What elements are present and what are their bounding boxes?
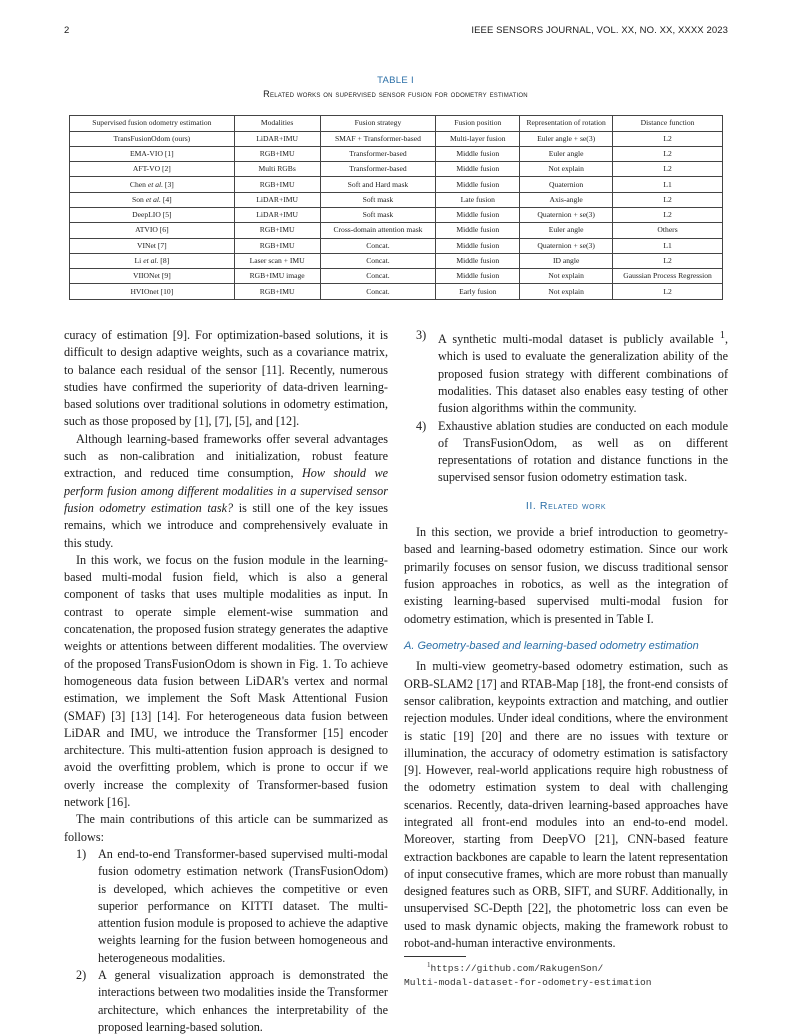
table-row: [70, 162, 723, 177]
table-cell-distance: L2: [613, 131, 723, 146]
table-cell-distance: Gaussian Process Regression: [613, 269, 723, 284]
list-text: A synthetic multi-modal dataset is publicly available: [438, 332, 720, 347]
table-cell-position: Middle fusion: [436, 269, 520, 284]
table-cell-position: Middle fusion: [436, 238, 520, 253]
column-header: Fusion position: [436, 116, 520, 132]
table-cell-modalities: Laser scan + IMU: [234, 253, 320, 268]
table-cell-strategy: Soft mask: [320, 192, 436, 207]
paragraph: In multi-view geometry-based odometry estimation, such as ORB-SLAM2 [17] and RTAB-Map [18], the front-end consists of sensor calibration, keypoints extraction and matching, and outlier rejection modules. Under ideal conditions, where the environment is static [19] [20] and there are no issues with texture or illumination, the accuracy of odometry estimation is satisfactory [9]. However, real-world applications require high robustness of the odometry estimation system to deal with challenging scenarios. Recently, data-driven learning-based approaches have integrated all front-end modules into an end-to-end model. Moreover, starting from DeepVO [21], CNN-based feature extraction backbones are capable to learn the latent representation of input consecutive frames, which are more robust than manually designed features such as ORB, SIFT, and SURF. Additionally, in unsupervised SC-Depth [22], the photometric loss can even be used to mask dynamic objects, making the framework robust to robot-and-human interactive environments.: [404, 659, 728, 951]
table-cell-position: Middle fusion: [436, 146, 520, 161]
table-row: [70, 177, 723, 192]
table-cell-distance: L2: [613, 253, 723, 268]
table-cell-modalities: LiDAR+IMU: [234, 131, 320, 146]
contributions-list-continued: [404, 327, 728, 487]
table-cell-method: VINet [7]: [70, 238, 235, 253]
table-cell-strategy: Concat.: [320, 253, 436, 268]
related-works-table: [69, 115, 723, 300]
table-cell-rotation: Not explain: [520, 284, 613, 299]
table-cell-rotation: Quaternion + se(3): [520, 207, 613, 222]
table-cell-distance: L2: [613, 207, 723, 222]
table-cell-position: Middle fusion: [436, 207, 520, 222]
table-cell-rotation: Axis-angle: [520, 192, 613, 207]
paragraph: In this section, we provide a brief introduction to geometry-based and learning-based odometry estimation. Since our work primarily focuses on sensor fusion, we discuss traditional sensor fusion approaches in robotics, as well as the integration of existing learning-based supervised multi-modal fusion for odometry estimation, which is presented in Table I.: [404, 525, 728, 626]
table-header-row: [70, 116, 723, 132]
table-cell-method: ATVIO [6]: [70, 223, 235, 238]
table-cell-strategy: Concat.: [320, 269, 436, 284]
table-cell-strategy: Transformer-based: [320, 162, 436, 177]
table-cell-position: Middle fusion: [436, 162, 520, 177]
table-cell-rotation: Not explain: [520, 162, 613, 177]
subsection-title: A. Geometry-based and learning-based odometry estimation: [404, 639, 699, 652]
table-cell-method: VIIONet [9]: [70, 269, 235, 284]
table-row: [70, 253, 723, 268]
table-cell-method: Li et al. [8]: [70, 253, 235, 268]
table-cell-position: Middle fusion: [436, 177, 520, 192]
table-cell-modalities: LiDAR+IMU: [234, 192, 320, 207]
table-cell-rotation: Euler angle: [520, 146, 613, 161]
table-cell-rotation: Quaternion: [520, 177, 613, 192]
paragraph-text: Although learning-based frameworks offer several advantages such as non-calibration and initialization, robust feature extraction, and reduced time consumption,: [64, 431, 388, 481]
table-row: [70, 192, 723, 207]
column-header: Modalities: [234, 116, 320, 132]
table-cell-modalities: RGB+IMU: [234, 146, 320, 161]
paragraph-text: is still one of the key issues remains, which we introduce and comprehensively evaluate in this study.: [64, 500, 388, 550]
table-cell-position: Middle fusion: [436, 223, 520, 238]
table-row: [70, 269, 723, 284]
contributions-list: [64, 846, 388, 1036]
paragraph: The main contributions of this article can be summarized as follows:: [64, 812, 388, 844]
table-cell-distance: L2: [613, 192, 723, 207]
table-cell-method: DeepLIO [5]: [70, 207, 235, 222]
list-item: [64, 846, 388, 967]
table-cell-distance: L2: [613, 146, 723, 161]
column-header: Supervised fusion odometry estimation: [70, 116, 235, 132]
list-item: [404, 418, 728, 487]
table-label: TABLE I: [377, 75, 414, 86]
table-cell-modalities: RGB+IMU: [234, 223, 320, 238]
table-cell-method: AFT-VO [2]: [70, 162, 235, 177]
list-text: , which is used to evaluate the generalization ability of the proposed fusion strategy with different combinations of modalities. This dataset also enables easy testing of other fusion algorithms within the community.: [438, 332, 728, 416]
list-number: 1): [76, 846, 87, 861]
right-column: [404, 327, 728, 989]
table-body: [70, 131, 723, 299]
table-cell-modalities: RGB+IMU: [234, 284, 320, 299]
column-header: Distance function: [613, 116, 723, 132]
et-al-italic: et al.: [145, 194, 161, 204]
left-column: [64, 327, 388, 1036]
paragraph: In this work, we focus on the fusion module in the learning-based multi-modal fusion field, which is also a general component of tasks that uses multiple modalities as input. In contrast to operate simple element-wise summation and concatenation, the proposed fusion strategy generates the adaptive weights or attentions between different modalities. The overview of the proposed TransFusionOdom is shown in Fig. 1. To achieve homogeneous data fusion between LiDAR's vertex and normal estimation, we implement the Soft Mask Attentional Fusion (SMAF) [3] [13] [14]. For heterogeneous data fusion between LiDAR and IMU, we introduce the Transformer [15] encoder architecture. This multi-attention fusion approach is designed to avoid the overfitting problem, which is prone to occur if we overly increase the complexity of Transformer-based fusion network [16].: [64, 552, 388, 810]
table-row: [70, 284, 723, 299]
table-cell-strategy: SMAF + Transformer-based: [320, 131, 436, 146]
page-number: 2: [64, 25, 70, 36]
table-cell-distance: L2: [613, 162, 723, 177]
table-cell-modalities: RGB+IMU: [234, 238, 320, 253]
footnote-url[interactable]: https://github.com/RakugenSon/: [430, 963, 604, 975]
table-cell-strategy: Concat.: [320, 284, 436, 299]
footnote-rule: [404, 956, 466, 957]
et-al-italic: et al.: [147, 179, 164, 189]
table-cell-rotation: Euler angle: [520, 223, 613, 238]
table-cell-strategy: Concat.: [320, 238, 436, 253]
et-al-italic: et al.: [143, 256, 159, 266]
table-cell-strategy: Cross-domain attention mask: [320, 223, 436, 238]
list-number: 4): [416, 418, 427, 433]
table-row: [70, 207, 723, 222]
table-cell-modalities: RGB+IMU: [234, 177, 320, 192]
table-row: [70, 146, 723, 161]
footnote-ref: 1: [719, 330, 725, 341]
table-cell-strategy: Soft mask: [320, 207, 436, 222]
list-item: [404, 327, 728, 418]
list-number: 3): [416, 328, 427, 342]
table-cell-distance: L2: [613, 284, 723, 299]
table-cell-method: EMA-VIO [1]: [70, 146, 235, 161]
list-text: A general visualization approach is demonstrated the interactions between two modalities inside the Transformer architecture, which enhances the interpretability of the proposed learning-based solution.: [98, 967, 388, 1034]
list-item: [64, 967, 388, 1036]
table-cell-modalities: LiDAR+IMU: [234, 207, 320, 222]
table-cell-distance: L1: [613, 238, 723, 253]
column-header: Representation of rotation: [520, 116, 613, 132]
research-question: How should we perform fusion among different modalities in a supervised sensor fusion odometry estimation task?: [64, 466, 388, 515]
section-title: II. Related work: [525, 499, 607, 512]
paragraph: curacy of estimation [9]. For optimization-based solutions, it is difficult to design adaptive weights, such as a covariance matrix, to balance each residual of the sensor [11]. Recently, numerous studies have confirmed the superiority of data-driven learning-based solutions over traditional solutions in odometry estimation, such as those proposed by [1], [7], [5], and [12].: [64, 328, 388, 429]
footnote: [404, 959, 728, 988]
column-header: Fusion strategy: [320, 116, 436, 132]
table-cell-method: TransFusionOdom (ours): [70, 131, 235, 146]
table-cell-method: HVIOnet [10]: [70, 284, 235, 299]
list-text: Exhaustive ablation studies are conducted on each module of TransFusionOdom, as well as on different representations of rotation and distance functions in the supervised sensor fusion odometry estimation task.: [438, 418, 728, 485]
table-cell-rotation: Euler angle + se(3): [520, 131, 613, 146]
table-cell-method: Son et al. [4]: [70, 192, 235, 207]
table-cell-distance: Others: [613, 223, 723, 238]
table-cell-modalities: RGB+IMU image: [234, 269, 320, 284]
table-row: [70, 131, 723, 146]
table-cell-position: Multi-layer fusion: [436, 131, 520, 146]
table-cell-rotation: Quaternion + se(3): [520, 238, 613, 253]
footnote-url-continued[interactable]: Multi-modal-dataset-for-odometry-estimation: [404, 976, 652, 988]
table-row: [70, 238, 723, 253]
table-row: [70, 223, 723, 238]
table-cell-position: Late fusion: [436, 192, 520, 207]
table-caption: Related works on supervised sensor fusion for odometry estimation: [263, 89, 528, 99]
table-cell-modalities: Multi RGBs: [234, 162, 320, 177]
footnote-mark: 1: [427, 961, 431, 970]
table-cell-method: Chen et al. [3]: [70, 177, 235, 192]
table-cell-position: Early fusion: [436, 284, 520, 299]
table-cell-strategy: Transformer-based: [320, 146, 436, 161]
table-cell-rotation: ID angle: [520, 253, 613, 268]
table-cell-position: Middle fusion: [436, 253, 520, 268]
list-number: 2): [76, 967, 87, 982]
table-cell-rotation: Not explain: [520, 269, 613, 284]
table-cell-distance: L1: [613, 177, 723, 192]
paragraph: [64, 431, 388, 552]
table-cell-strategy: Soft and Hard mask: [320, 177, 436, 192]
journal-header: IEEE SENSORS JOURNAL, VOL. XX, NO. XX, XXXX 2023: [471, 25, 728, 36]
list-text: An end-to-end Transformer-based supervised multi-modal fusion odometry estimation network (TransFusionOdom) is developed, which achieves the competitive or even superior performance on KITTI dataset. The multi-attention fusion module is proposed to achieve the adaptive weights learning for the fusion between homogeneous and heterogeneous modalities.: [98, 846, 388, 965]
